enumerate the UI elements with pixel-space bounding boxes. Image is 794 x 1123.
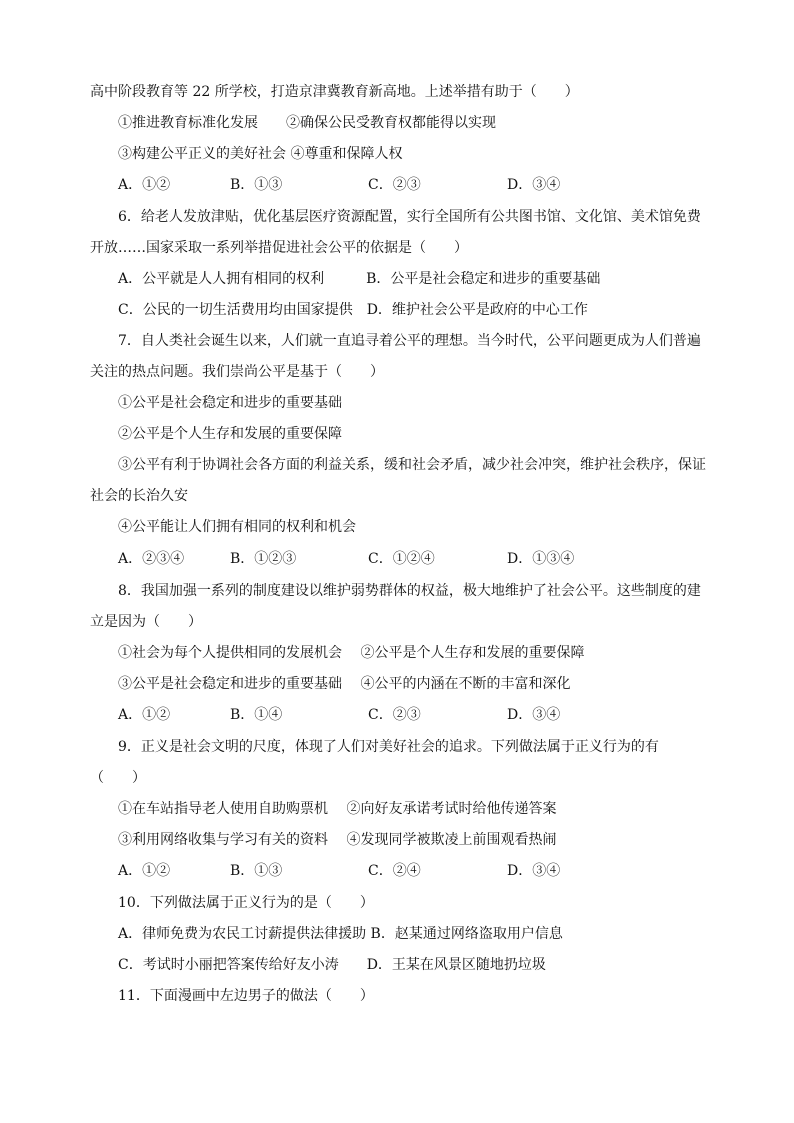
- q8-statements-2: ③公平是社会稳定和进步的重要基础 ④公平的内涵在不断的丰富和深化: [118, 676, 571, 692]
- q8-statements-1: ①社会为每个人提供相同的发展机会 ②公平是个人生存和发展的重要保障: [118, 645, 585, 661]
- q6-options-ab: A．公平就是人人拥有相同的权利 B．公平是社会稳定和进步的重要基础: [118, 271, 601, 287]
- q7-statement-3: ③公平有利于协调社会各方面的利益关系，缓和社会矛盾，减少社会冲突，维护社会秩序，保证: [118, 457, 706, 473]
- option-d: D．①③④: [507, 551, 575, 567]
- q10-options-ab: A．律师免费为农民工讨薪提供法律援助 B．赵某通过网络盗取用户信息: [118, 926, 563, 942]
- q7-stem: 7．自人类社会诞生以来，人们就一直追寻着公平的理想。当今时代，公平问题更成为人们普遍: [118, 333, 701, 349]
- q7-statement-3-cont: 社会的长治久安: [90, 488, 188, 504]
- q7-statement-2: ②公平是个人生存和发展的重要保障: [118, 426, 342, 442]
- option-c: C．②③: [368, 177, 421, 193]
- q8-stem: 8．我国加强一系列的制度建设以维护弱势群体的权益，极大地维护了社会公平。这些制度的建: [118, 583, 701, 599]
- q6-stem: 6．给老人发放津贴，优化基层医疗资源配置，实行全国所有公共图书馆、文化馆、美术馆免费: [118, 209, 701, 225]
- option-d: D．③④: [507, 863, 561, 879]
- option-a: A．①②: [118, 177, 171, 193]
- q9-statements-1: ①在车站指导老人使用自助购票机 ②向好友承诺考试时给他传递答案: [118, 801, 557, 817]
- q9-stem-cont: （ ）: [90, 770, 146, 786]
- option-d: D．③④: [507, 177, 561, 193]
- option-c: C．②③: [368, 707, 421, 723]
- option-c: C．①②④: [368, 551, 435, 567]
- q5-stem-end: 高中阶段教育等 22 所学校，打造京津冀教育新高地。上述举措有助于（ ）: [90, 84, 579, 100]
- q11-stem: 11．下面漫画中左边男子的做法（ ）: [118, 988, 374, 1004]
- option-c: C．②④: [368, 863, 421, 879]
- q6-options-cd: C．公民的一切生活费用均由国家提供 D．维护社会公平是政府的中心工作: [118, 302, 588, 318]
- q7-statement-4: ④公平能让人们拥有相同的权利和机会: [118, 519, 356, 535]
- option-b: B．①②③: [230, 551, 297, 567]
- q9-statements-2: ③利用网络收集与学习有关的资料 ④发现同学被欺凌上前围观看热闹: [118, 832, 557, 848]
- option-a: A．①②: [118, 707, 171, 723]
- q7-stem-cont: 关注的热点问题。我们崇尚公平是基于（ ）: [90, 364, 384, 380]
- q9-stem: 9．正义是社会文明的尺度，体现了人们对美好社会的追求。下列做法属于正义行为的有: [118, 739, 659, 755]
- q8-stem-cont: 立是因为（ ）: [90, 614, 202, 630]
- option-d: D．③④: [507, 707, 561, 723]
- q7-statement-1: ①公平是社会稳定和进步的重要基础: [118, 395, 342, 411]
- q5-statements-2: ③构建公平正义的美好社会 ④尊重和保障人权: [118, 146, 403, 162]
- option-a: A．①②: [118, 863, 171, 879]
- option-a: A．②③④: [118, 551, 185, 567]
- q5-statements-1: ①推进教育标准化发展 ②确保公民受教育权都能得以实现: [118, 115, 496, 131]
- option-b: B．①③: [230, 863, 283, 879]
- option-b: B．①③: [230, 177, 283, 193]
- q10-stem: 10．下列做法属于正义行为的是（ ）: [118, 895, 374, 911]
- option-b: B．①④: [230, 707, 283, 723]
- q6-stem-cont: 开放……国家采取一系列举措促进社会公平的依据是（ ）: [90, 240, 468, 256]
- q10-options-cd: C．考试时小丽把答案传给好友小涛 D．王某在风景区随地扔垃圾: [118, 957, 546, 973]
